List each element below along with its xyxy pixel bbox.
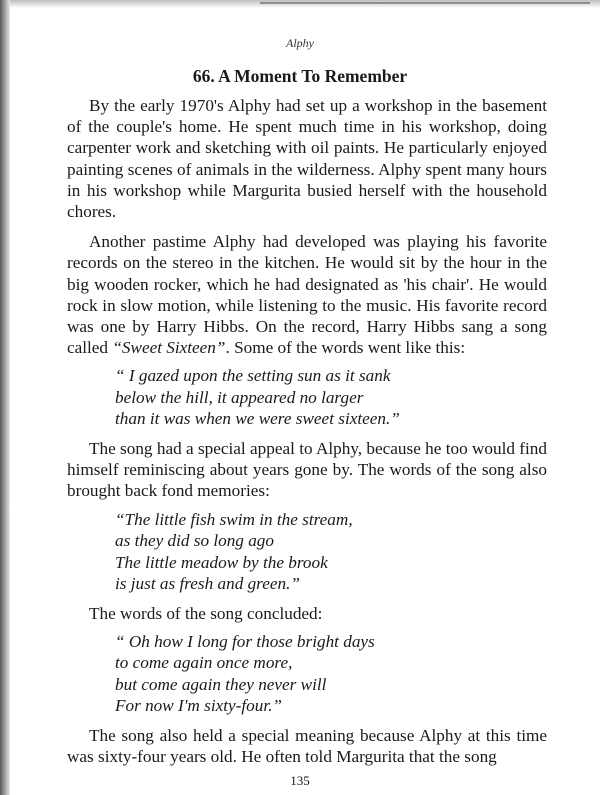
verse-line: For now I'm sixty-four.”: [115, 696, 282, 716]
paragraph-2-text: Another pastime Alphy had developed was playing his favorite records on the stereo in the kitchen. He would sit by the hour in the big wooden rocker, which he had designated as 'his chair'. He would rock in slow motion, while listening to the music. His favorite record was one by Harry Hibbs. On the record, Harry Hibbs sang a: [67, 232, 547, 337]
verse-2: [67, 509, 547, 595]
chapter-title: 66. A Moment To Remember: [192, 66, 408, 86]
verse-line: as they did so long ago: [115, 531, 274, 551]
paragraph-3: The song had a special appeal to Alphy, because he too would find himself reminiscing about years gone by. The words of the song also brought back fond memories:: [67, 438, 547, 501]
song-intro-prefix: song called: [67, 317, 547, 358]
verse-line: below the hill, it appeared no larger: [115, 387, 364, 407]
verse-3: [67, 631, 547, 717]
verse-line: “The little fish swim in the stream,: [115, 509, 353, 529]
verse-line: to come again once more,: [115, 653, 293, 673]
song-title: “Sweet Sixteen”: [112, 338, 226, 358]
running-head: Alphy: [286, 36, 314, 50]
verse-line: “ Oh how I long for those bright days: [115, 631, 375, 651]
paragraph-4: The words of the song concluded:: [89, 603, 323, 623]
verse-line: is just as fresh and green.”: [115, 574, 300, 594]
paragraph-5: The song also held a special meaning because Alphy at this time was sixty-four years old. He often told Margurita that the song: [67, 725, 547, 766]
verse-line: The little meadow by the brook: [115, 552, 328, 572]
paragraph-1: By the early 1970's Alphy had set up a workshop in the basement of the couple's home. He spent much time in his workshop, doing carpenter work and sketching with oil paints. He particularly enjoyed painting scenes of animals in the wilderness. Alphy spent many hours in his workshop while Margurita busied herself with the household chores.: [67, 96, 547, 222]
verse-line: “ I gazed upon the setting sun as it sank: [115, 366, 391, 386]
body-text: [67, 95, 547, 767]
page-number: 135: [290, 773, 310, 788]
verse-line: but come again they never will: [115, 674, 327, 694]
verse-line: than it was when we were sweet sixteen.”: [115, 409, 400, 429]
page-binding-shadow: [0, 0, 10, 795]
top-rule: [260, 2, 590, 4]
paragraph-2: [67, 231, 547, 358]
song-intro-suffix: . Some of the words went like this:: [225, 338, 466, 358]
verse-1: [67, 365, 547, 430]
